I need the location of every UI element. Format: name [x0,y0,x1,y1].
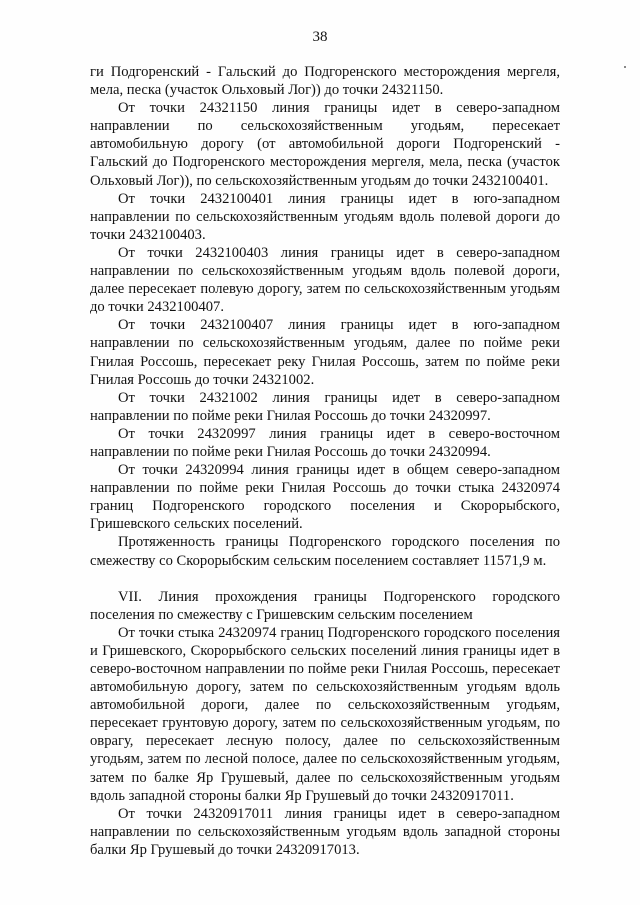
section-heading: VII. Линия прохождения границы Подгоренского городского поселения по смежеству с Гришевским сельским поселением [90,588,560,623]
paragraph: От точки 24321002 линия границы идет в северо-западном направлении по пойме реки Гнилая Россошь до точки 24320997. [90,389,560,424]
paragraph-continuation: ги Подгоренский - Гальский до Подгоренского месторождения мергеля, мела, песка (участок Ольховый Лог)) до точки 24321150. [90,64,560,99]
page-number: 38 [312,29,328,45]
paragraph: От точки 24321150 линия границы идет в северо-западном направлении по сельскохозяйственным угодьям, пересекает автомобильную дорогу (от автомобильной дороги Подгоренский - Гальский до Подгоренского месторождения мергеля, мела, песка (участок Ольховый Лог)), по сельскохозяйственным угодьям до точки 2432100401. [90,100,560,189]
paragraph: От точки 24320997 линия границы идет в северо-восточном направлении по пойме реки Гнилая Россошь до точки 24320994. [90,425,560,460]
paragraph: От точки 2432100401 линия границы идет в юго-западном направлении по сельскохозяйственным угодьям вдоль полевой дороги до точки 2432100403. [90,190,560,243]
paragraph: От точки стыка 24320974 границ Подгоренского городского поселения и Гришевского, Скорорыбского сельских поселений линия границы идет в северо-восточном направлении по пойме реки Гнилая Россошь, пересекает автомобильную дорогу, затем по сельскохозяйственным угодьям вдоль автомобильной дороги, далее по сельскохозяйственным угодьям, пересекает грунтовую дорогу, затем по сельскохозяйственным угодьям, по оврагу, пересекает лесную полосу, далее по сельскохозяйственным угодьям, затем по лесной полосе, далее по сельскохозяйственным угодьям, затем по балке Яр Грушевый, далее по сельскохозяйственным угодьям вдоль западной стороны балки Яр Грушевый до точки 24320917011. [90,624,560,804]
paragraph: От точки 24320917011 линия границы идет в северо-западном направлении по сельскохозяйственным угодьям вдоль западной стороны балки Яр Грушевый до точки 24320917013. [90,805,560,858]
paragraph-summary: Протяженность границы Подгоренского городского поселения по смежеству со Скорорыбским сельским поселением составляет 11571,9 м. [90,534,560,569]
paragraph: От точки 2432100407 линия границы идет в юго-западном направлении по сельскохозяйственным угодьям, далее по пойме реки Гнилая Россошь, пересекает реку Гнилая Россошь, затем по пойме реки Гнилая Россошь до точки 24321002. [90,317,560,388]
scan-speck [624,66,626,68]
paragraph: От точки 24320994 линия границы идет в общем северо-западном направлении по пойме реки Гнилая Россошь до точки стыка 24320974 границ Подгоренского городского поселения и Скорорыбского, Гришевского сельских поселений. [90,462,560,533]
document-body [90,63,560,859]
paragraph: От точки 2432100403 линия границы идет в северо-западном направлении по сельскохозяйственным угодьям вдоль полевой дороги, далее пересекает полевую дорогу, затем по сельскохозяйственным угодьям до точки 2432100407. [90,244,560,316]
